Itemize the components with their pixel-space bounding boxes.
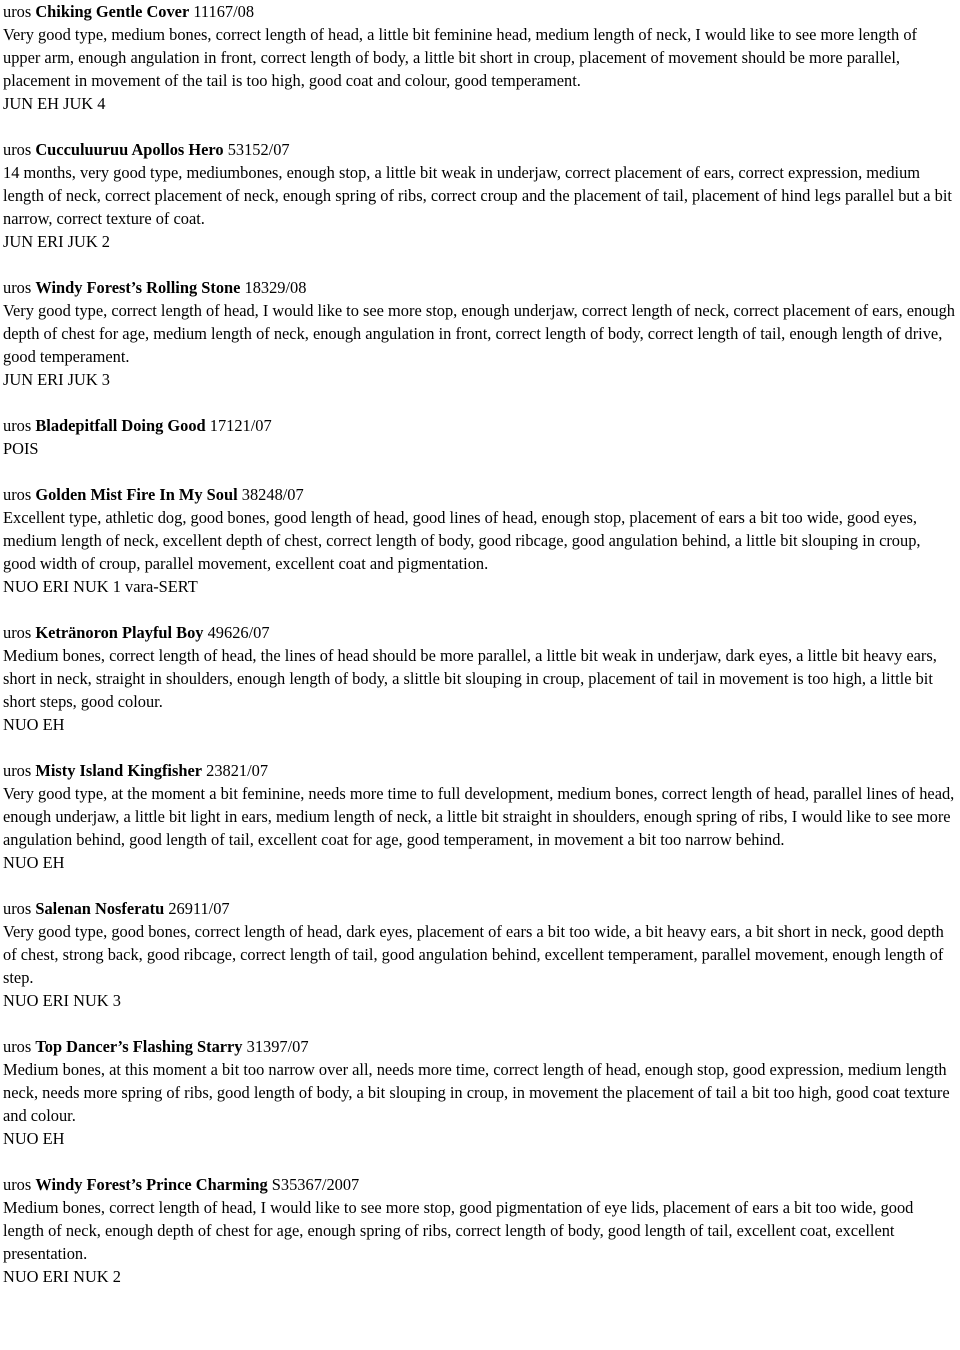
critique-text: Medium bones, correct length of head, I would like to see more stop, good pigmentation of eye lids, placement of ears a bit too wide, good length of neck, enough depth of chest for age, enough spring of ribs, correct length of body, good length of tail, excellent coat, excellent presentation. bbox=[3, 1198, 914, 1263]
entry-sex: uros bbox=[3, 1037, 32, 1056]
dog-entry bbox=[3, 621, 955, 736]
registration-number: 17121/07 bbox=[209, 416, 272, 435]
entry-sex: uros bbox=[3, 416, 32, 435]
entry-sex: uros bbox=[3, 2, 32, 21]
dog-entry bbox=[3, 138, 955, 253]
dog-entry bbox=[3, 414, 955, 460]
result-line: NUO EH bbox=[3, 1129, 65, 1148]
entry-heading bbox=[3, 483, 955, 506]
entry-heading bbox=[3, 0, 955, 23]
registration-number: 49626/07 bbox=[207, 623, 270, 642]
dog-name: Cucculuuruu Apollos Hero bbox=[35, 140, 224, 159]
entry-heading bbox=[3, 897, 955, 920]
result-line: NUO ERI NUK 2 bbox=[3, 1267, 121, 1286]
registration-number: S35367/2007 bbox=[271, 1175, 360, 1194]
critique-text: Very good type, good bones, correct length of head, dark eyes, placement of ears a bit too wide, a bit heavy ears, a bit short in neck, good depth of chest, strong back, good ribcage, correct length of tail, good angulation behind, excellent temperament, parallel movement, enough length of step. bbox=[3, 922, 944, 987]
entry-sex: uros bbox=[3, 1175, 32, 1194]
dog-entry bbox=[3, 0, 955, 115]
dog-name: Top Dancer’s Flashing Starry bbox=[35, 1037, 243, 1056]
dog-name: Ketränoron Playful Boy bbox=[35, 623, 204, 642]
entry-heading bbox=[3, 759, 955, 782]
result-line: JUN EH JUK 4 bbox=[3, 94, 106, 113]
registration-number: 26911/07 bbox=[168, 899, 230, 918]
entry-heading bbox=[3, 1035, 955, 1058]
dog-entry bbox=[3, 483, 955, 598]
entry-sex: uros bbox=[3, 140, 32, 159]
entry-heading bbox=[3, 138, 955, 161]
dog-name: Windy Forest’s Prince Charming bbox=[35, 1175, 268, 1194]
critique-text: Very good type, at the moment a bit feminine, needs more time to full development, medium bones, correct length of head, parallel lines of head, enough underjaw, a little bit light in ears, medium length of neck, a little bit straight in shoulders, enough spring of ribs, I would like to see more angulation behind, good length of tail, excellent coat for age, good temperament, in movement a bit too narrow behind. bbox=[3, 784, 955, 849]
dog-name: Windy Forest’s Rolling Stone bbox=[35, 278, 241, 297]
dog-entry bbox=[3, 897, 955, 1012]
result-line: NUO EH bbox=[3, 853, 65, 872]
dog-entry bbox=[3, 1035, 955, 1150]
entry-heading bbox=[3, 1173, 955, 1196]
entry-sex: uros bbox=[3, 899, 32, 918]
entry-heading bbox=[3, 621, 955, 644]
entry-sex: uros bbox=[3, 485, 32, 504]
dog-name: Chiking Gentle Cover bbox=[35, 2, 190, 21]
dog-entry bbox=[3, 1173, 955, 1288]
entry-sex: uros bbox=[3, 278, 32, 297]
registration-number: 53152/07 bbox=[227, 140, 290, 159]
dog-name: Misty Island Kingfisher bbox=[35, 761, 203, 780]
judging-document bbox=[3, 0, 955, 1311]
registration-number: 11167/08 bbox=[193, 2, 255, 21]
entry-heading bbox=[3, 276, 955, 299]
critique-text: Excellent type, athletic dog, good bones, good length of head, good lines of head, enough stop, placement of ears a bit too wide, good eyes, medium length of neck, excellent depth of chest, correct length of body, good ribcage, good angulation behind, a little bit slouping in croup, good width of croup, parallel movement, excellent coat and pigmentation. bbox=[3, 508, 921, 573]
result-line: NUO EH bbox=[3, 715, 65, 734]
critique-text: 14 months, very good type, mediumbones, enough stop, a little bit weak in underjaw, correct placement of ears, correct expression, medium length of neck, correct placement of neck, enough spring of ribs, correct croup and the placement of tail, placement of hind legs parallel but a bit narrow, correct texture of coat. bbox=[3, 163, 952, 228]
registration-number: 23821/07 bbox=[206, 761, 269, 780]
entry-sex: uros bbox=[3, 623, 32, 642]
dog-name: Golden Mist Fire In My Soul bbox=[35, 485, 238, 504]
registration-number: 18329/08 bbox=[244, 278, 307, 297]
result-line: NUO ERI NUK 3 bbox=[3, 991, 121, 1010]
critique-text: Medium bones, at this moment a bit too narrow over all, needs more time, correct length of head, enough stop, good expression, medium length neck, needs more spring of ribs, good length of body, a bit slouping in croup, in movement the placement of tail a bit too high, good coat texture and colour. bbox=[3, 1060, 950, 1125]
registration-number: 31397/07 bbox=[246, 1037, 309, 1056]
registration-number: 38248/07 bbox=[241, 485, 304, 504]
result-line: JUN ERI JUK 2 bbox=[3, 232, 110, 251]
entry-heading bbox=[3, 414, 955, 437]
entry-sex: uros bbox=[3, 761, 32, 780]
critique-text: Medium bones, correct length of head, the lines of head should be more parallel, a little bit weak in underjaw, dark eyes, a little bit heavy ears, short in neck, straight in shoulders, enough length of body, a slittle bit slouping in croup, placement of tail in movement is too high, a little bit short steps, good colour. bbox=[3, 646, 937, 711]
result-line: JUN ERI JUK 3 bbox=[3, 370, 110, 389]
result-line: POIS bbox=[3, 439, 39, 458]
dog-name: Bladepitfall Doing Good bbox=[35, 416, 206, 435]
critique-text: Very good type, medium bones, correct length of head, a little bit feminine head, medium length of neck, I would like to see more length of upper arm, enough angulation in front, correct length of body, a little bit short in croup, placement of movement should be more parallel, placement in movement of the tail is too high, good coat and colour, good temperament. bbox=[3, 25, 917, 90]
result-line: NUO ERI NUK 1 vara-SERT bbox=[3, 577, 198, 596]
dog-name: Salenan Nosferatu bbox=[35, 899, 165, 918]
dog-entry bbox=[3, 759, 955, 874]
critique-text: Very good type, correct length of head, I would like to see more stop, enough underjaw, correct length of neck, correct placement of ears, enough depth of chest for age, medium length of neck, enough angulation in front, correct length of body, correct length of tail, enough length of drive, good temperament. bbox=[3, 301, 955, 366]
dog-entry bbox=[3, 276, 955, 391]
